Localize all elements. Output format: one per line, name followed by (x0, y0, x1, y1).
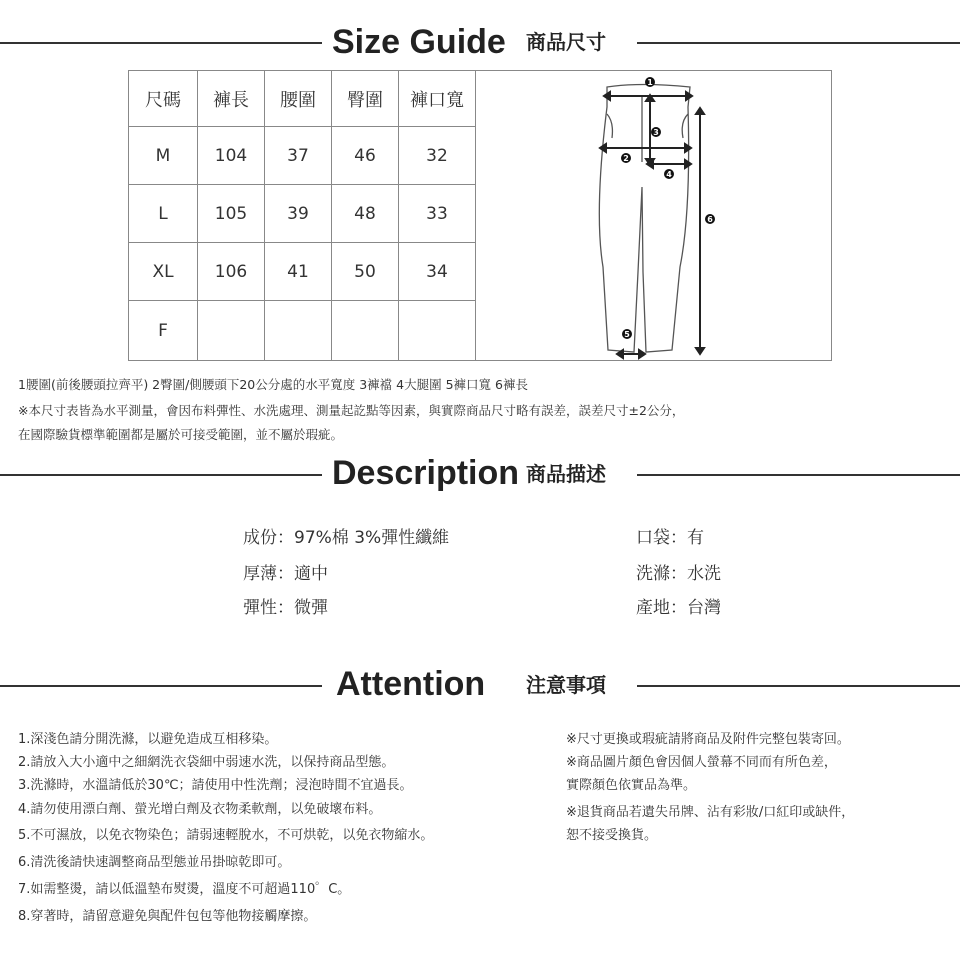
section-rule-left (0, 474, 322, 476)
return-note: ※商品圖片顏色會因個人螢幕不同而有所色差， (566, 755, 837, 770)
size-cell: M (129, 127, 198, 185)
size-table-header: 尺碼 (129, 71, 198, 127)
size-cell (265, 301, 332, 361)
spec-item: 成份：97%棉 3%彈性纖維 (243, 528, 450, 548)
spec-label: 產地 (636, 598, 670, 618)
description-subtitle: 商品描述 (526, 462, 606, 486)
table-row (129, 301, 476, 361)
size-cell: 34 (399, 243, 476, 301)
measurement-legend: 1腰圍(前後腰頭拉齊平) 2臀圍/側腰頭下20公分處的水平寬度 3褲襠 4大腿圍 5褲口寬 6褲長 (18, 377, 528, 392)
care-instruction: 8.穿著時，請留意避免與配件包包等他物接觸摩擦。 (18, 909, 317, 924)
spec-item: 產地：台灣 (636, 598, 721, 618)
size-guide-subtitle: 商品尺寸 (526, 30, 606, 54)
measurement-note: 在國際驗貨標準範圍都是屬於可接受範圍，並不屬於瑕疵。 (18, 427, 344, 442)
marker-4: 4 (666, 170, 672, 179)
section-rule-right (637, 474, 960, 476)
spec-value: 台灣 (687, 598, 721, 618)
marker-5: 5 (624, 330, 630, 339)
pants-diagram (590, 72, 720, 362)
size-cell: 46 (332, 127, 399, 185)
pocket-left (607, 114, 612, 138)
return-note: 實際顏色依實品為準。 (566, 778, 697, 793)
size-table (128, 70, 476, 361)
size-cell: 41 (265, 243, 332, 301)
care-instruction: 3.洗滌時，水溫請低於30℃；請使用中性洗劑；浸泡時間不宜過長。 (18, 778, 413, 793)
size-cell: 48 (332, 185, 399, 243)
spec-value: 水洗 (687, 564, 721, 584)
care-instruction: 2.請放入大小適中之細網洗衣袋細中弱速水洗，以保持商品型態。 (18, 755, 395, 770)
size-table-header: 腰圍 (265, 71, 332, 127)
spec-item: 彈性：微彈 (243, 598, 328, 618)
section-rule-right (637, 685, 960, 687)
size-guide-title: Size Guide (332, 23, 506, 61)
spec-value: 有 (687, 528, 704, 548)
section-rule-right (637, 42, 960, 44)
marker-1: 1 (647, 78, 653, 87)
spec-item: 洗滌：水洗 (636, 564, 721, 584)
pants-outline (599, 85, 690, 353)
size-cell: 50 (332, 243, 399, 301)
spec-label: 成份 (243, 528, 277, 548)
return-note: ※退貨商品若遺失吊牌、沾有彩妝/口紅印或缺件， (566, 805, 855, 820)
spec-value: 97%棉 3%彈性纖維 (294, 528, 450, 548)
marker-6: 6 (707, 215, 713, 224)
size-table-header: 褲長 (198, 71, 265, 127)
spec-value: 微彈 (294, 598, 328, 618)
attention-subtitle: 注意事項 (526, 673, 606, 697)
size-cell: 32 (399, 127, 476, 185)
section-rule-left (0, 685, 322, 687)
spec-value: 適中 (294, 564, 328, 584)
care-instruction: 1.深淺色請分開洗滌，以避免造成互相移染。 (18, 732, 278, 747)
table-row (129, 243, 476, 301)
size-cell: 33 (399, 185, 476, 243)
section-rule-left (0, 42, 322, 44)
size-cell (399, 301, 476, 361)
attention-title: Attention (336, 665, 486, 703)
size-cell (198, 301, 265, 361)
size-table-header: 褲口寬 (399, 71, 476, 127)
size-cell: XL (129, 243, 198, 301)
care-instruction: 7.如需整燙，請以低溫墊布熨燙，溫度不可超過110゜C。 (18, 882, 351, 897)
table-row (129, 127, 476, 185)
care-instruction: 6.清洗後請快速調整商品型態並吊掛晾乾即可。 (18, 855, 291, 870)
spec-label: 洗滌 (636, 564, 670, 584)
size-table-header: 臀圍 (332, 71, 399, 127)
spec-label: 彈性 (243, 598, 277, 618)
spec-item: 厚薄：適中 (243, 564, 328, 584)
marker-2: 2 (623, 154, 629, 163)
size-cell: F (129, 301, 198, 361)
size-cell: 39 (265, 185, 332, 243)
return-note: 恕不接受換貨。 (566, 828, 658, 843)
size-cell: 106 (198, 243, 265, 301)
care-instruction: 4.請勿使用漂白劑、螢光增白劑及衣物柔軟劑，以免破壞布料。 (18, 802, 382, 817)
spec-item: 口袋：有 (636, 528, 704, 548)
pocket-right (682, 114, 688, 138)
size-cell: 104 (198, 127, 265, 185)
size-table-header-row (129, 71, 476, 127)
size-cell: 37 (265, 127, 332, 185)
spec-label: 口袋 (636, 528, 670, 548)
measurement-note: ※本尺寸表皆為水平測量，會因布料彈性、水洗處理、測量起訖點等因素，與實際商品尺寸略有誤差，誤差尺寸±2公分， (18, 403, 685, 418)
spec-label: 厚薄 (243, 564, 277, 584)
table-row (129, 185, 476, 243)
size-cell (332, 301, 399, 361)
return-note: ※尺寸更換或瑕疵請將商品及附件完整包裝寄回。 (566, 732, 850, 747)
description-title: Description (332, 454, 520, 492)
size-cell: L (129, 185, 198, 243)
marker-3: 3 (653, 128, 659, 137)
care-instruction: 5.不可濕放，以免衣物染色；請弱速輕脫水，不可烘乾，以免衣物縮水。 (18, 828, 434, 843)
size-cell: 105 (198, 185, 265, 243)
